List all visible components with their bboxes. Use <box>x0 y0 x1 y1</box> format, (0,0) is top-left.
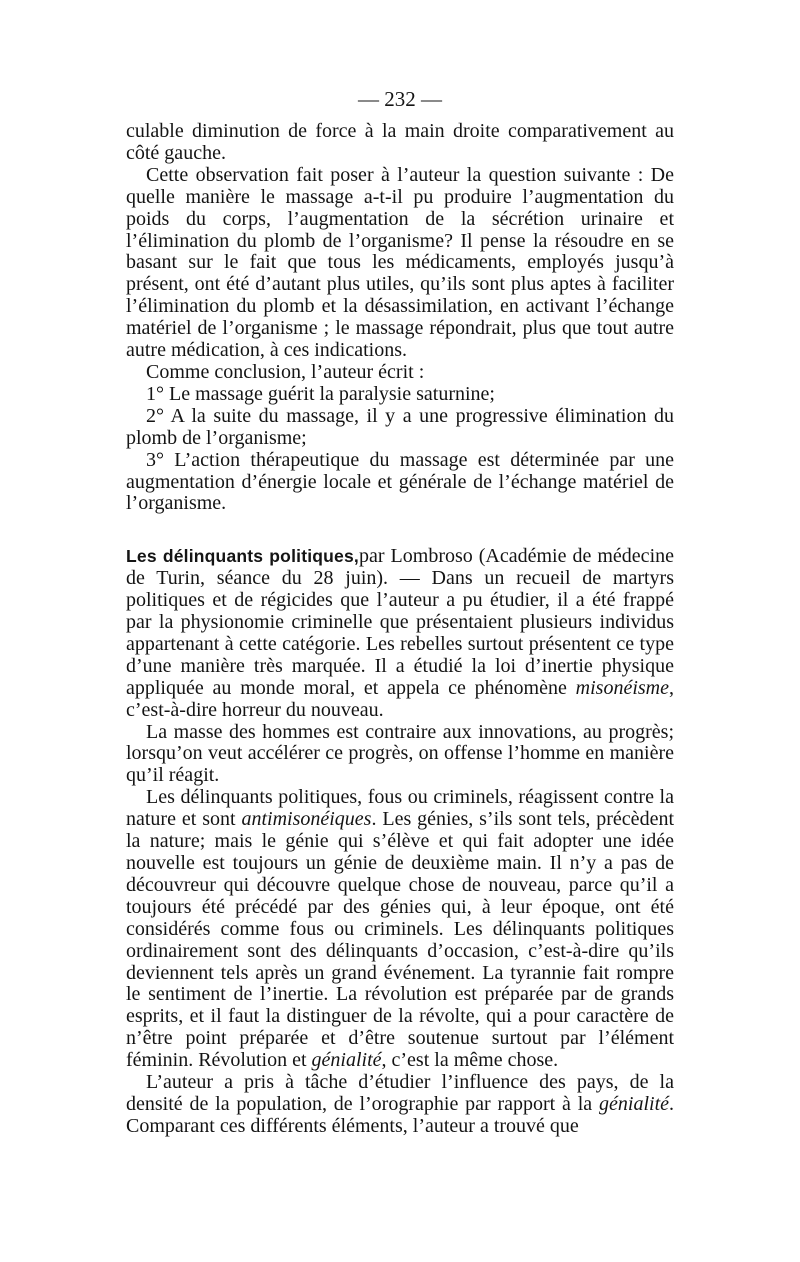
conclusion-item: 2° A la suite du massage, il y a une progressive élimination du plomb de l’organisme; <box>126 404 674 449</box>
paragraph: La masse des hommes est contraire aux innovations, au progrès; lorsqu’on veut accélérer ce progrès, on offense l’homme en manière qu’il réagit. <box>126 720 674 787</box>
italic-term: misonéisme <box>575 676 669 699</box>
section-intro-text: par Lombroso (Académie de médecine de Turin, séance du 28 juin). — Dans un recueil de martyrs politiques et de régicides que l’auteur a pu étudier, il a été frappé par la physionomie criminelle que présentaient plusieurs individus appartenant à cette catégorie. Les rebelles surtout présentent ce type d’une manière très marquée. Il a étudié la loi d’inertie physique appliquée au monde moral, et appela ce phénomène <box>126 545 674 699</box>
paragraph: Cette observation fait poser à l’auteur la question suivante : De quelle manière le massage a-t-il pu produire l’augmentation du poids du corps, l’augmentation de la sécrétion urinaire et l’élimination du plomb de l’organisme? Il pense la résoudre en se basant sur le fait que tous les médicaments, employés jusqu’à présent, ont été d’autant plus utiles, qu’ils sont plus aptes à faciliter l’élimination du plomb et la désassimilation, en activant l’échange matériel de l’organisme ; le massage répondrait, plus que tout autre autre médication, à ces indications. <box>126 163 674 362</box>
conclusion-item: 3° L’action thérapeutique du massage est déterminée par une augmentation d’énergie locale et générale de l’échange matériel de l’organisme. <box>126 448 674 515</box>
paragraph-text: . Les génies, s’ils sont tels, précèdent la nature; mais le génie qui s’élève et qui fait adopter une idée nouvelle est toujours un génie de deuxième main. Il n’y a pas de découvreur qui découvre quelque chose de nouveau, parce qu’il a toujours été précédé par des génies qui, à leur époque, ont été considérés comme fous ou criminels. Les délinquants politiques ordinairement sont des délinquants d’occasion, c’est-à-dire qu’ils deviennent tels après un grand événement. La tyrannie fait rompre le sentiment de l’inertie. La révolution est préparée par de grands esprits, et il faut la distinguer de la révolte, qui a pour caractère de n’être point préparée et d’être soutenue surtout par l’élément féminin. Révolution et <box>126 808 674 1072</box>
page-body <box>126 121 674 1138</box>
italic-term: génialité <box>599 1092 669 1115</box>
paragraph: culable diminution de force à la main droite comparativement au côté gauche. <box>126 120 674 164</box>
section-intro <box>126 546 674 721</box>
paragraph: Comme conclusion, l’auteur écrit : <box>146 360 425 383</box>
section-intro-text: , c’est-à-dire horreur du nouveau. <box>126 676 674 721</box>
paragraph-text: , c’est la même chose. <box>381 1049 559 1072</box>
page-number: — 232 — <box>358 87 442 111</box>
conclusion-item: 1° Le massage guérit la paralysie saturnine; <box>146 382 495 405</box>
italic-term: génialité <box>311 1049 382 1072</box>
paragraph <box>126 787 674 1072</box>
section-title: Les délinquants politiques, <box>126 546 359 567</box>
italic-term: antimisonéiques <box>241 808 372 831</box>
paragraph-text: . Comparant ces différents éléments, l’auteur a trouvé que <box>126 1092 674 1137</box>
paragraph-text: Les délinquants politiques, fous ou criminels, réagissent contre la nature et sont <box>126 786 674 831</box>
paragraph-text: L’auteur a pris à tâche d’étudier l’influence des pays, de la densité de la population, de l’orographie par rapport à la <box>126 1071 674 1115</box>
paragraph <box>126 1072 674 1138</box>
